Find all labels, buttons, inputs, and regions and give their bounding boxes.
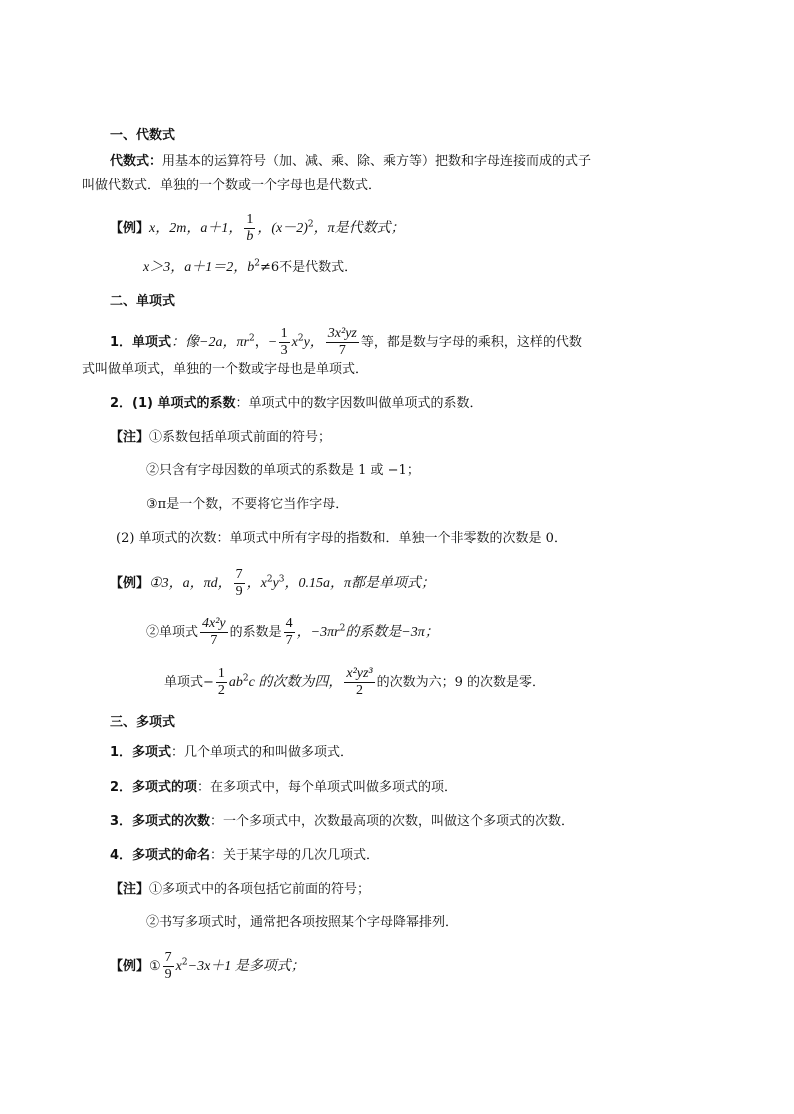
s2-ex1-c-exponent: 3 (278, 574, 285, 585)
fraction-denominator: 2 (217, 683, 225, 698)
s2-p1-e: 等，都是数与字母的乘积，这样的代数 (360, 335, 582, 350)
s1-example-line1 (110, 212, 405, 245)
s2-example-line3 (164, 666, 545, 699)
s2-ex2-fraction-1 (200, 616, 228, 649)
s3-p3-term: 3．多项式的次数 (110, 814, 211, 829)
s3-note-1 (110, 880, 370, 900)
fraction-denominator: 2 (356, 683, 363, 698)
s1-example-b: ，(x－2) (257, 221, 308, 236)
fraction-numerator: 4 (285, 616, 293, 631)
fraction-denominator: 7 (210, 633, 218, 648)
fraction-numerator: 1 (217, 666, 225, 681)
s2-ex2-fraction-2 (284, 616, 295, 649)
s2-ex3-fraction-1 (216, 666, 227, 699)
section-3-heading: 三、多项式 (110, 715, 176, 730)
s1-definition-term: 代数式： (110, 154, 163, 169)
s2-ex2-d: 的系数是−3π； (345, 625, 439, 640)
s2-p2 (110, 394, 483, 414)
s2-p1-line1 (110, 326, 582, 359)
s2-ex2-c: ，−3πr (296, 625, 340, 640)
section-1-heading: 一、代数式 (110, 128, 176, 143)
fraction-numerator: 7 (235, 567, 243, 582)
fraction-denominator: 7 (285, 633, 293, 648)
fraction-numerator: 1 (246, 212, 254, 227)
s1-example-line2 (143, 258, 357, 278)
fraction-denominator: 9 (164, 967, 172, 982)
s3-example-label: 【例】 (110, 959, 150, 974)
s2-example-label: 【例】 (110, 576, 150, 591)
s3-example (110, 950, 305, 983)
fraction-numerator: 3x²yz (327, 326, 357, 341)
s2-ex3-c: c 的次数为四， (248, 675, 343, 690)
s2-ex3-b-exponent: 2 (242, 673, 249, 684)
s2-ex1-b-exponent: 2 (266, 574, 273, 585)
fraction-denominator: b (246, 229, 254, 244)
s2-p2-text: ：单项式中的数字因数叫做单项式的系数． (235, 396, 483, 411)
fraction-numerator: x²yz³ (346, 666, 373, 681)
s2-ex1-a: ①3，a，πd， (149, 576, 232, 591)
s2-p1-term: 1．单项式 (110, 335, 172, 350)
s1-example2-a: x＞3，a＋1＝2，b (143, 260, 255, 275)
s2-ex1-fraction (234, 567, 245, 600)
s2-p1-d: y， (303, 335, 324, 350)
s1-example-fraction (244, 212, 255, 245)
s1-example-c: ，π是代数式； (313, 221, 405, 236)
s3-ex-b: x (175, 959, 182, 974)
s2-ex2-c-exponent: 2 (339, 623, 346, 634)
s3-p3 (110, 812, 574, 832)
s3-p4-text: ：关于某字母的几次几项式． (210, 848, 380, 863)
s2-note-3: ③π是一个数，不要将它当作字母． (146, 497, 349, 512)
s3-p2-text: ：在多项式中，每个单项式叫做多项式的项． (197, 780, 458, 795)
fraction-numerator: 4x²y (202, 616, 226, 631)
s1-definition-line2: 叫做代数式．单独的一个数或一个字母也是代数式． (82, 178, 382, 193)
s2-p1-a-exponent: 2 (248, 333, 255, 344)
s2-p1-c: x (291, 335, 298, 350)
s3-ex-fraction (163, 950, 174, 983)
s3-note-2: ②书写多项式时，通常把各项按照某个字母降幂排列． (146, 915, 459, 930)
s1-example2-exponent: 2 (254, 258, 260, 269)
s3-ex-c: −3x＋1 是多项式； (187, 959, 305, 974)
s2-ex1-d: ，0.15a，π都是单项式； (284, 576, 436, 591)
s2-p1-c-exponent: 2 (297, 333, 304, 344)
s2-p2-term: 单项式的系数 (157, 396, 236, 411)
s2-p1-fraction-2 (326, 326, 359, 359)
s1-example2-b: ≠6不是代数式． (259, 260, 358, 275)
s3-note-1-text: ①多项式中的各项包括它前面的符号； (149, 882, 371, 897)
s2-note-1 (110, 428, 331, 448)
s2-p2-prefix: 2．(1) (110, 396, 158, 411)
s2-ex3-d: 的次数为六；9 的次数是零． (376, 675, 546, 690)
s3-p4-term: 4．多项式的命名 (110, 848, 211, 863)
s1-example-label: 【例】 (110, 221, 150, 236)
fraction-denominator: 3 (280, 343, 288, 358)
s2-ex2-a: ②单项式 (146, 625, 199, 640)
s2-ex3-fraction-2 (344, 666, 374, 699)
s1-example-b-exponent: 2 (307, 219, 314, 230)
s2-example-line1 (110, 567, 435, 600)
s2-p1-fraction-1 (279, 326, 290, 359)
s3-p1-term: 1．多项式 (110, 745, 172, 760)
section-2-heading: 二、单项式 (110, 294, 176, 309)
s2-ex3-a: 单项式− (164, 675, 214, 690)
s3-p4 (110, 846, 379, 866)
fraction-denominator: 9 (235, 584, 243, 599)
fraction-numerator: 1 (280, 326, 288, 341)
s3-p3-text: ：一个多项式中，次数最高项的次数，叫做这个多项式的次数． (210, 814, 575, 829)
s2-note-2: ②只含有字母因数的单项式的系数是 1 或 −1； (146, 463, 420, 478)
s2-p3: (2) 单项式的次数：单项式中所有字母的指数和．单独一个非零数的次数是 0． (116, 531, 567, 546)
s2-ex1-c: y (272, 576, 279, 591)
s2-ex3-b: ab (228, 675, 243, 690)
s3-p2-term: 2．多项式的项 (110, 780, 198, 795)
fraction-denominator: 7 (338, 343, 346, 358)
s3-p2 (110, 778, 457, 798)
s2-p1-line2: 式叫做单项式，单独的一个数或字母也是单项式． (82, 362, 369, 377)
s2-ex1-b: ，x (246, 576, 267, 591)
fraction-numerator: 7 (164, 950, 172, 965)
s2-example-line2 (146, 616, 439, 649)
s3-p1 (110, 743, 353, 763)
s3-note-label: 【注】 (110, 882, 150, 897)
s3-p1-text: ：几个单项式的和叫做多项式． (171, 745, 354, 760)
s2-note-1-text: ①系数包括单项式前面的符号； (149, 430, 332, 445)
s2-p1-a: ：像−2a，πr (171, 335, 249, 350)
s2-note-label: 【注】 (110, 430, 150, 445)
s3-ex-a: ① (149, 959, 161, 974)
s2-p1-b: ，− (254, 335, 277, 350)
s1-example-a: x，2m，a＋1， (149, 221, 243, 236)
s1-definition-text1: 用基本的运算符号（加、减、乘、除、乘方等）把数和字母连接而成的式子 (162, 154, 592, 169)
s1-definition-line1 (110, 152, 591, 172)
s3-ex-b-exponent: 2 (181, 957, 188, 968)
s2-ex2-b: 的系数是 (229, 625, 282, 640)
